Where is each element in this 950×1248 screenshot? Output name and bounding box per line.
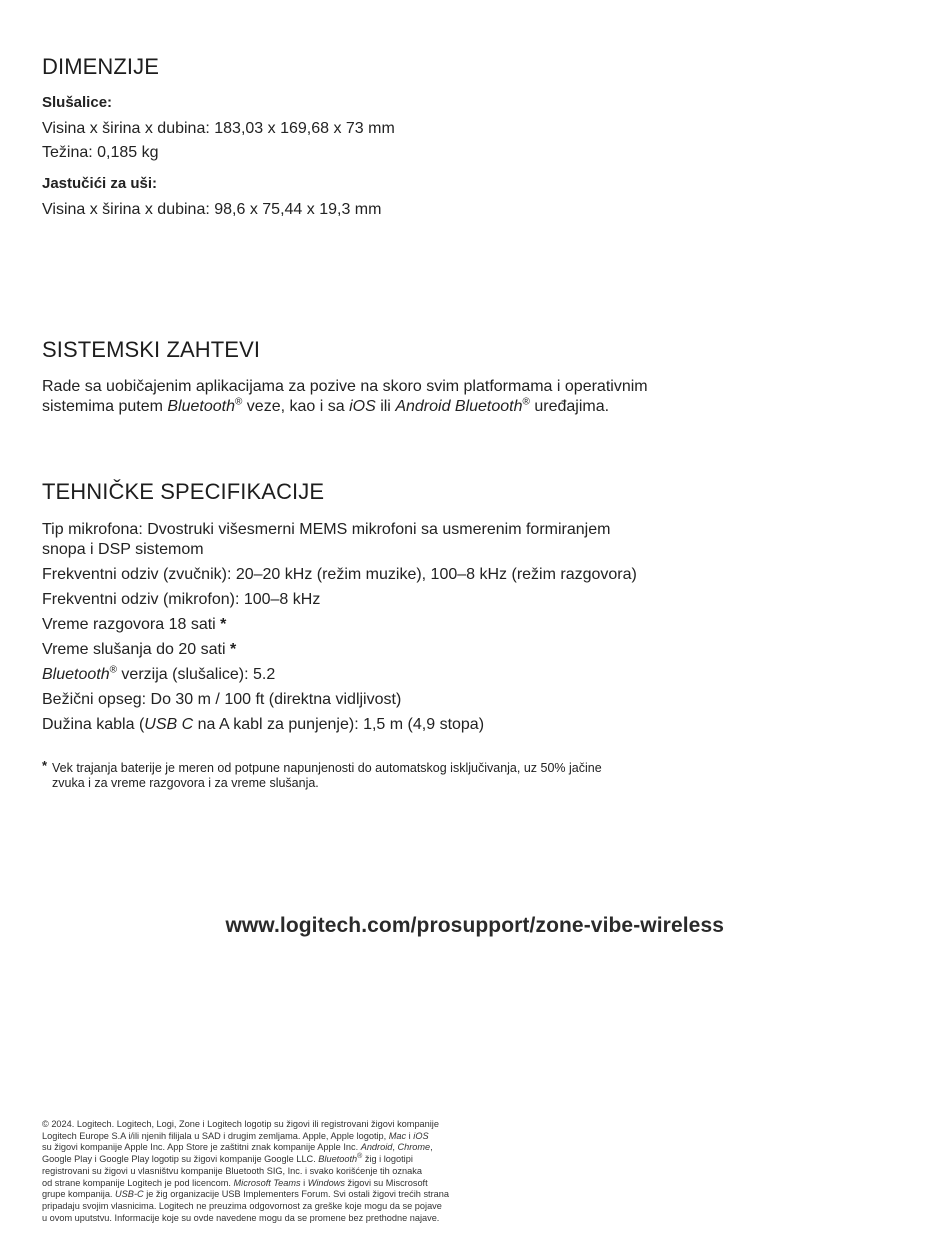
footnote-line-2: zvuka i za vreme razgovora i za vreme slušanja. [52,776,319,790]
legal-text: žig i logotipi [362,1154,413,1165]
teams-term: Microsoft Teams [233,1177,301,1188]
legal-text: Logitech Europe S.A i/ili njenih filijala u SAD i drugim zemljama. Apple, Apple logotip, [42,1130,389,1141]
headphones-label: Slušalice: [42,94,113,111]
headphones-size: Visina x širina x dubina: 183,03 x 169,68 x 73 mm [42,120,395,137]
battery-footnote [42,758,637,791]
spec-talk-time [42,615,637,635]
specs-section [42,479,637,791]
spec-wireless-range: Bežični opseg: Do 30 m / 100 ft (direktna vidljivost) [42,691,402,708]
legal-text: pripadaju svojim vlasnicima. Logitech ne preuzima odgovornost za greške koje mogu da se pojave [42,1200,442,1211]
specs-heading: TEHNIČKE SPECIFIKACIJE [42,479,325,504]
spec-bluetooth-version [42,665,637,685]
system-text: uređajima. [529,398,610,415]
bluetooth-term: Bluetooth [42,666,110,683]
system-text: sistemima putem [42,398,168,415]
legal-text: su žigovi kompanije Apple Inc. App Store je zaštitni znak kompanije Apple Inc. [42,1142,361,1153]
chrome-term: Chrome [397,1142,431,1153]
legal-text: © 2024. Logitech. Logitech, Logi, Zone i Logitech logotip su žigovi ili registrovani žigovi kompanije [42,1119,439,1129]
spec-text: na A kabl za punjenje): 1,5 m (4,9 stopa) [193,716,485,733]
spec-listen-time [42,640,637,660]
system-text: ili [375,398,396,415]
system-section [42,337,648,417]
spec-microphone-type [42,520,637,560]
headphones-weight: Težina: 0,185 kg [42,144,159,161]
spec-text: Vreme razgovora 18 sati [42,616,221,633]
spec-text: verzija (slušalice): 5.2 [116,666,276,683]
legal-text: i [406,1130,414,1141]
system-text: veze, kao i sa [242,398,350,415]
legal-text: je žig organizacije USB Implementers Forum. Svi ostali žigovi trećih strana [143,1189,449,1200]
registered-mark: ® [522,396,530,408]
registered-mark: ® [357,1153,363,1161]
legal-text: , [430,1142,433,1153]
spec-text: Tip mikrofona: Dvostruki višesmerni MEMS mikrofoni sa usmerenim formiranjem [42,521,611,538]
legal-text: žigovi su Miscrosoft [344,1177,428,1188]
spec-text: snopa i DSP sistemom [42,541,204,558]
footnote-star: * [220,616,227,633]
footnote-line-1: Vek trajanja baterije je meren od potpune napunjenosti do automatskog isključivanja, uz 50% jačine [52,761,602,775]
android-term: Android [360,1142,393,1153]
footnote-star: * [229,641,237,658]
support-url-link[interactable]: www.logitech.com/prosupport/zone-vibe-wireless [225,914,724,937]
ios-term: iOS [349,398,376,415]
earpads-size: Visina x širina x dubina: 98,6 x 75,44 x 19,3 mm [42,201,382,218]
dimensions-heading: DIMENZIJE [42,54,160,79]
legal-text: i [300,1177,308,1188]
legal-text: od strane kompanije Logitech je pod licencom. [42,1177,234,1188]
legal-text: u ovom uputstvu. Informacije koje su ovde navedene mogu da se promene bez prethodne najave. [42,1212,440,1223]
windows-term: Windows [307,1177,345,1188]
earpads-label: Jastučići za uši: [42,175,158,192]
system-paragraph [42,377,648,417]
support-url-row [0,914,950,938]
ios-term: iOS [413,1130,429,1141]
spec-cable-length [42,715,637,735]
system-heading: SISTEMSKI ZAHTEVI [42,337,261,362]
android-bluetooth-term: Android Bluetooth [395,398,523,415]
system-line-1: Rade sa uobičajenim aplikacijama za pozive na skoro svim platformama i operativnim [42,378,648,395]
legal-text: Google Play i Google Play logotip su žigovi kompanije Google LLC. [42,1154,319,1165]
legal-text: grupe kompanija. [42,1189,116,1200]
spec-text: Dužina kabla ( [42,716,145,733]
registered-mark: ® [109,664,117,676]
bluetooth-term: Bluetooth [318,1154,358,1165]
dimensions-section [42,54,395,222]
spec-text: Vreme slušanja do 20 sati [42,641,230,658]
legal-text: , [392,1142,398,1153]
usb-c-term: USB-C [115,1189,144,1200]
usb-c-term: USB C [144,716,194,733]
legal-text: registrovani su žigovi u vlasništvu kompanije Bluetooth SIG, Inc. i svako korišćenje tih oznaka [42,1165,422,1176]
registered-mark: ® [234,396,243,408]
bluetooth-term: Bluetooth [167,398,235,415]
mac-term: Mac [388,1130,407,1141]
spec-freq-speaker: Frekventni odziv (zvučnik): 20–20 kHz (režim muzike), 100–8 kHz (režim razgovora) [42,566,637,583]
legal-notice [42,1119,502,1224]
spec-freq-mic: Frekventni odziv (mikrofon): 100–8 kHz [42,591,321,608]
footnote-star: * [42,758,48,773]
